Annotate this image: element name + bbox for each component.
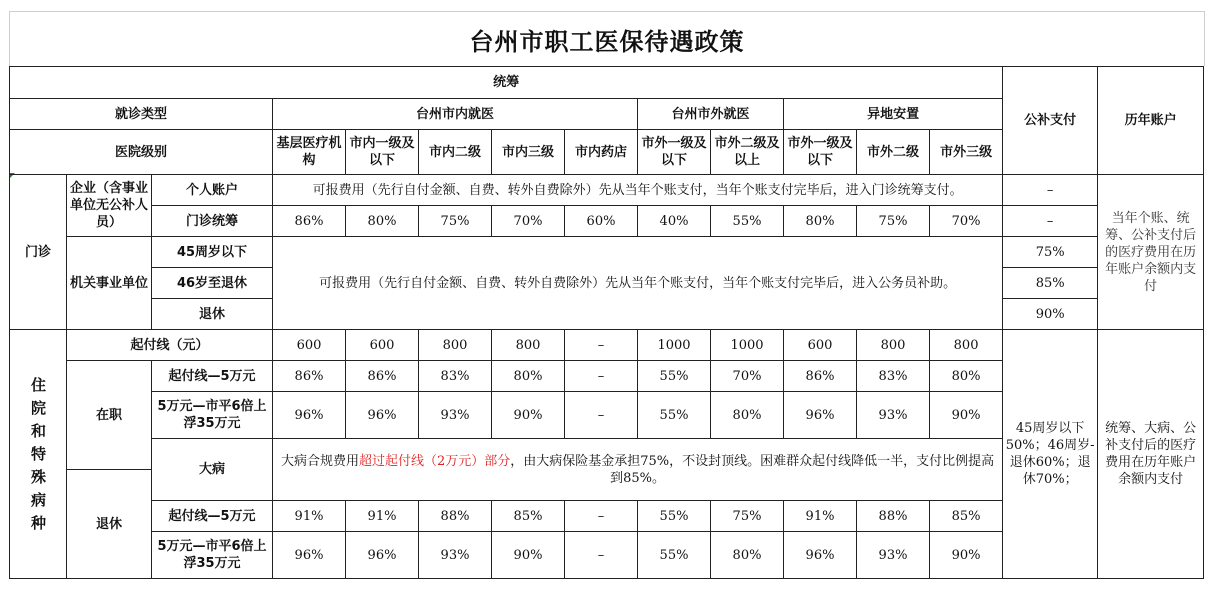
header-row <box>10 67 1204 99</box>
history-account-header: 历年账户 <box>1098 67 1204 175</box>
relocation-header: 异地安置 <box>784 99 1003 130</box>
rate-cell: 75% <box>419 206 492 237</box>
rate-cell: 88% <box>419 501 492 532</box>
outpatient-label: 门诊 <box>10 175 67 330</box>
rate-cell: 91% <box>784 501 857 532</box>
rate-cell: 55% <box>638 392 711 439</box>
rate-cell: 80% <box>346 206 419 237</box>
level-header: 市内药店 <box>565 130 638 175</box>
rate-cell: 60% <box>565 206 638 237</box>
rate-cell: 93% <box>419 532 492 579</box>
age-label: 退休 <box>152 299 273 330</box>
age-label: 46岁至退休 <box>152 268 273 299</box>
level-header: 市内一级及以下 <box>346 130 419 175</box>
inpatient-char: 住 <box>31 375 47 394</box>
threshold-cell: 800 <box>419 330 492 361</box>
hospital-level-header: 医院级别 <box>10 130 273 175</box>
age-gongbu: 75% <box>1003 237 1098 268</box>
threshold-cell: 1000 <box>711 330 784 361</box>
rate-cell: 80% <box>784 206 857 237</box>
gov-label: 机关事业单位 <box>67 237 152 330</box>
rate-cell: 96% <box>273 392 346 439</box>
inpatient-history-note: 统筹、大病、公补支付后的医疗费用在历年账户余额内支付 <box>1098 330 1204 579</box>
age-gongbu: 85% <box>1003 268 1098 299</box>
enterprise-label: 企业（含事业单位无公补人员） <box>67 175 152 237</box>
threshold-label: 起付线（元） <box>67 330 273 361</box>
rate-cell: 93% <box>419 392 492 439</box>
rate-cell: 70% <box>930 206 1003 237</box>
table-row <box>10 330 1204 361</box>
rate-cell: 93% <box>857 532 930 579</box>
rate-cell: 86% <box>784 361 857 392</box>
page-title: 台州市职工医保待遇政策 <box>9 11 1205 66</box>
age-gongbu: 90% <box>1003 299 1098 330</box>
gongbu-header: 公补支付 <box>1003 67 1098 175</box>
rate-cell: 96% <box>273 532 346 579</box>
rate-cell: 93% <box>857 392 930 439</box>
rate-cell: 86% <box>273 361 346 392</box>
employed-label: 在职 <box>67 361 152 470</box>
table-row <box>10 237 1204 268</box>
table-row <box>10 175 1204 206</box>
rate-cell: 83% <box>419 361 492 392</box>
band2-label: 5万元—市平6倍上浮35万元 <box>152 392 273 439</box>
threshold-cell: 800 <box>930 330 1003 361</box>
critical-note-highlight: 超过起付线（2万元）部分 <box>358 453 511 469</box>
level-header: 市外一级及以下 <box>638 130 711 175</box>
rate-cell: 83% <box>857 361 930 392</box>
level-header: 市内二级 <box>419 130 492 175</box>
threshold-cell: 600 <box>346 330 419 361</box>
rate-cell: 86% <box>346 361 419 392</box>
rate-cell: 96% <box>784 532 857 579</box>
critical-note-pre: 大病合规费用 <box>280 453 359 469</box>
critical-note-post: ，由大病保险基金承担75%，不设封顶线。困难群众起付线降低一半，支付比例提高到85%。 <box>510 453 995 486</box>
critical-note <box>273 439 1003 501</box>
threshold-cell: 600 <box>273 330 346 361</box>
rate-cell: 85% <box>930 501 1003 532</box>
rate-cell: 90% <box>492 392 565 439</box>
rate-cell: 90% <box>492 532 565 579</box>
threshold-cell: – <box>565 330 638 361</box>
inpatient-char: 病 <box>31 490 47 509</box>
rate-cell: 55% <box>638 501 711 532</box>
inpatient-gongbu-note: 45周岁以下50%；46周岁-退休60%；退休70%； <box>1003 330 1098 579</box>
band1-label: 起付线—5万元 <box>152 361 273 392</box>
threshold-cell: 1000 <box>638 330 711 361</box>
rate-cell: 70% <box>711 361 784 392</box>
personal-account-gongbu: – <box>1003 175 1098 206</box>
level-header: 市外二级及以上 <box>711 130 784 175</box>
rate-cell: – <box>565 392 638 439</box>
rate-cell: 55% <box>638 532 711 579</box>
level-header: 市外三级 <box>930 130 1003 175</box>
rate-cell: 75% <box>857 206 930 237</box>
inpatient-char: 殊 <box>31 467 47 486</box>
jiuzhen-type-header: 就诊类型 <box>10 99 273 130</box>
policy-table <box>9 66 1204 579</box>
rate-cell: 96% <box>784 392 857 439</box>
rate-cell: – <box>565 532 638 579</box>
in-city-header: 台州市内就医 <box>273 99 638 130</box>
level-header: 市外二级 <box>857 130 930 175</box>
rate-cell: 96% <box>346 532 419 579</box>
inpatient-char: 和 <box>31 421 47 440</box>
rate-cell: 90% <box>930 532 1003 579</box>
band1-label: 起付线—5万元 <box>152 501 273 532</box>
personal-account-label: 个人账户 <box>152 175 273 206</box>
retired-label: 退休 <box>67 470 152 579</box>
rate-cell: 55% <box>711 206 784 237</box>
threshold-cell: 600 <box>784 330 857 361</box>
rate-cell: 40% <box>638 206 711 237</box>
inpatient-label <box>10 330 67 579</box>
outpatient-history-note: 当年个账、统筹、公补支付后的医疗费用在历年账户余额内支付 <box>1098 175 1204 330</box>
rate-cell: 55% <box>638 361 711 392</box>
level-header: 市外一级及以下 <box>784 130 857 175</box>
rate-cell: 80% <box>930 361 1003 392</box>
inpatient-char: 院 <box>31 398 47 417</box>
level-header: 基层医疗机构 <box>273 130 346 175</box>
rate-cell: 86% <box>273 206 346 237</box>
threshold-cell: 800 <box>857 330 930 361</box>
outpatient-pool-gongbu: – <box>1003 206 1098 237</box>
threshold-cell: 800 <box>492 330 565 361</box>
outpatient-pool-label: 门诊统筹 <box>152 206 273 237</box>
rate-cell: 75% <box>711 501 784 532</box>
critical-label: 大病 <box>152 439 273 501</box>
rate-cell: 96% <box>346 392 419 439</box>
rate-cell: 85% <box>492 501 565 532</box>
band2-label: 5万元—市平6倍上浮35万元 <box>152 532 273 579</box>
rate-cell: 91% <box>273 501 346 532</box>
table-row <box>10 206 1204 237</box>
rate-cell: 90% <box>930 392 1003 439</box>
personal-account-note: 可报费用（先行自付金额、自费、转外自费除外）先从当年个账支付，当年个账支付完毕后，进入门诊统筹支付。 <box>273 175 1003 206</box>
level-header: 市内三级 <box>492 130 565 175</box>
rate-cell: 80% <box>711 392 784 439</box>
rate-cell: 80% <box>492 361 565 392</box>
rate-cell: 88% <box>857 501 930 532</box>
inpatient-char: 种 <box>31 513 47 532</box>
rate-cell: – <box>565 501 638 532</box>
inpatient-char: 特 <box>31 444 47 463</box>
out-city-header: 台州市外就医 <box>638 99 784 130</box>
rate-cell: 70% <box>492 206 565 237</box>
gov-note: 可报费用（先行自付金额、自费、转外自费除外）先从当年个账支付，当年个账支付完毕后，进入公务员补助。 <box>273 237 1003 330</box>
tongchou-header: 统筹 <box>10 67 1003 99</box>
rate-cell: 91% <box>346 501 419 532</box>
rate-cell: 80% <box>711 532 784 579</box>
age-label: 45周岁以下 <box>152 237 273 268</box>
rate-cell: – <box>565 361 638 392</box>
